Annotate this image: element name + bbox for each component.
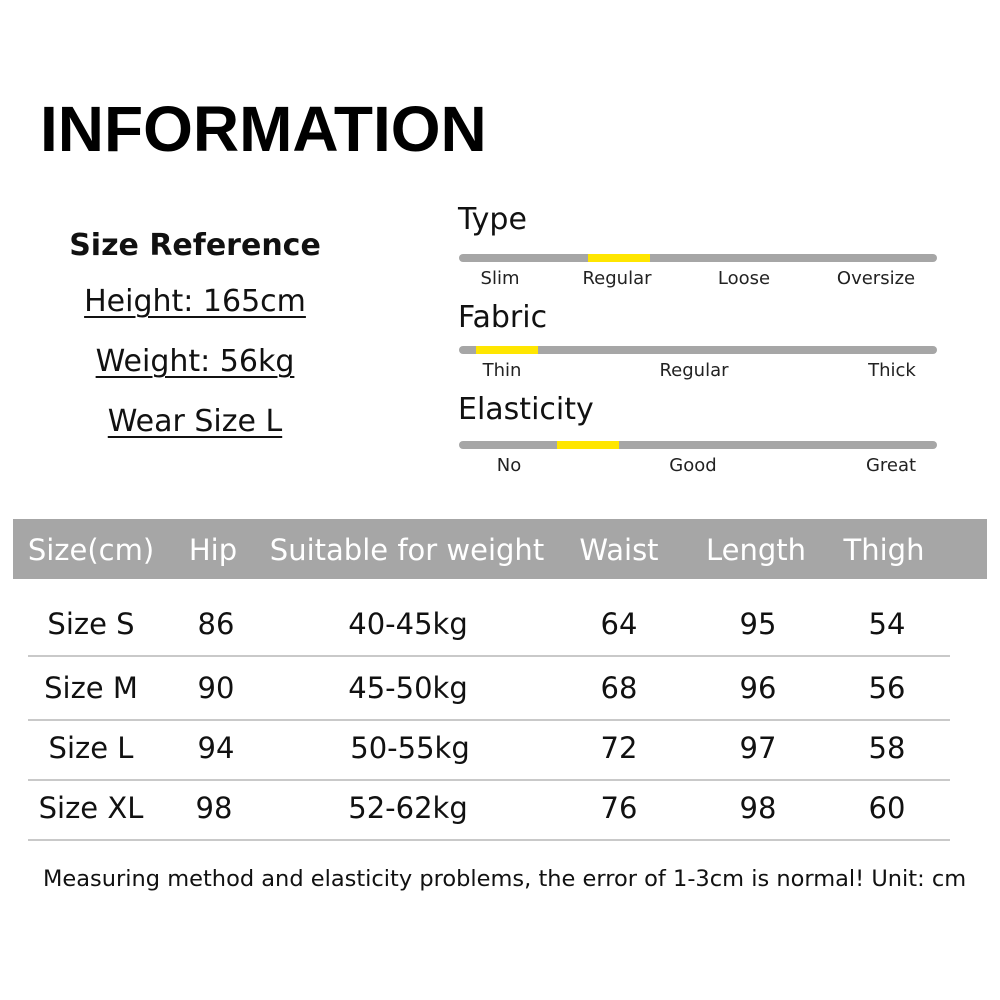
fabric-title: Fabric [458,300,548,335]
column-header-size: Size(cm) [27,533,155,567]
cell-hip: 86 [197,607,235,641]
type-option-oversize: Oversize [836,268,916,289]
reference-wear-size: Wear Size L [107,404,283,439]
cell-hip: 94 [197,731,235,765]
cell-length: 96 [739,671,777,705]
reference-height: Height: 165cm [84,284,306,319]
elasticity-scale-track [459,441,937,449]
size-table-header [13,519,987,579]
cell-weight: 50-55kg [350,731,470,765]
elasticity-option-good: Good [669,455,717,476]
cell-waist: 72 [600,731,638,765]
cell-hip: 90 [197,671,235,705]
cell-size: Size S [47,607,135,641]
cell-thigh: 56 [868,671,906,705]
page-title: INFORMATION [40,93,487,165]
cell-length: 95 [739,607,777,641]
measurement-note: Measuring method and elasticity problems, the error of 1-3cm is normal! Unit: cm [43,866,967,892]
elasticity-option-great: Great [865,455,917,476]
fabric-option-regular: Regular [659,360,729,381]
fabric-scale-indicator [476,346,538,354]
cell-thigh: 60 [868,791,906,825]
cell-thigh: 54 [868,607,906,641]
cell-weight: 40-45kg [348,607,468,641]
table-row [28,777,950,841]
table-row [28,717,950,781]
table-row [28,657,950,721]
type-option-slim: Slim [480,268,520,289]
cell-hip: 98 [195,791,233,825]
elasticity-scale-indicator [557,441,619,449]
cell-size: Size XL [38,791,144,825]
size-reference-heading: Size Reference [69,228,321,263]
elasticity-option-no: No [496,455,522,476]
fabric-option-thin: Thin [482,360,522,381]
column-header-length: Length [705,533,807,567]
cell-thigh: 58 [868,731,906,765]
type-title: Type [458,202,527,237]
table-row [28,593,950,657]
type-scale-track [459,254,937,262]
cell-waist: 68 [600,671,638,705]
fabric-option-thick: Thick [868,360,916,381]
cell-length: 98 [739,791,777,825]
elasticity-title: Elasticity [458,392,594,427]
cell-weight: 45-50kg [348,671,468,705]
cell-length: 97 [739,731,777,765]
cell-weight: 52-62kg [348,791,468,825]
column-header-thigh: Thigh [843,533,925,567]
type-option-loose: Loose [717,268,771,289]
cell-waist: 64 [600,607,638,641]
cell-size: Size M [44,671,138,705]
column-header-weight: Suitable for weight [269,533,545,567]
reference-weight: Weight: 56kg [95,344,295,379]
type-scale-indicator [588,254,650,262]
cell-waist: 76 [600,791,638,825]
fabric-scale-track [459,346,937,354]
column-header-waist: Waist [579,533,659,567]
column-header-hip: Hip [188,533,238,567]
cell-size: Size L [48,731,134,765]
type-option-regular: Regular [582,268,652,289]
